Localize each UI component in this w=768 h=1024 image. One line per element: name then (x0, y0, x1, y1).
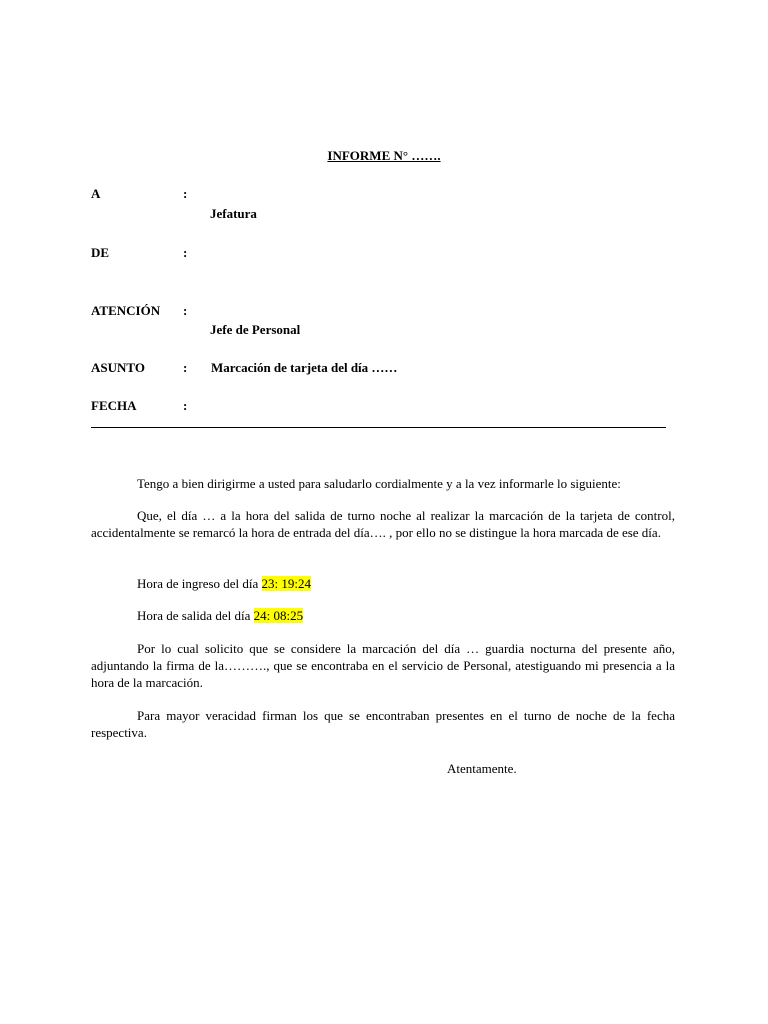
header-label-de: DE (91, 245, 110, 260)
header-value-asunto: Marcación de tarjeta del día …… (211, 360, 398, 375)
header-row-fecha (91, 398, 211, 414)
header-colon-atencion: : (183, 303, 188, 318)
header-value-atencion: Jefe de Personal (210, 322, 301, 337)
paragraph-request (91, 640, 675, 691)
paragraph-explanation-text: Que, el día … a la hora del salida de turno noche al realizar la marcación de la tarjeta de control, accidentalmente se remarcó la hora de entrada del día…. , por ello no se distingue la hora marcada de ese día. (91, 508, 675, 540)
header-label-fecha: FECHA (91, 398, 137, 413)
entry-time-label: Hora de ingreso del día (137, 576, 262, 591)
header-row-asunto (91, 360, 397, 376)
exit-time-value: 24: 08:25 (253, 608, 304, 623)
paragraph-intro (91, 475, 675, 492)
header-colon-asunto: : (183, 360, 188, 375)
header-row-a (91, 186, 211, 202)
header-colon-de: : (183, 245, 188, 260)
header-colon-fecha: : (183, 398, 188, 413)
header-label-asunto: ASUNTO (91, 360, 145, 375)
header-row-atencion (91, 303, 211, 319)
paragraph-veracity-text: Para mayor veracidad firman los que se encontraban presentes en el turno de noche de la fecha respectiva. (91, 708, 675, 740)
header-colon-a: : (183, 186, 188, 201)
report-title: INFORME N° ……. (327, 148, 441, 163)
paragraph-intro-text: Tengo a bien dirigirme a usted para saludarlo cordialmente y a la vez informarle lo siguiente: (137, 476, 621, 491)
header-value-a: Jefatura (210, 206, 257, 221)
paragraph-veracity (91, 707, 675, 741)
entry-time-value: 23: 19:24 (261, 576, 312, 591)
closing-text: Atentamente. (447, 761, 517, 776)
paragraph-request-text: Por lo cual solicito que se considere la marcación del día … guardia nocturna del presente año, adjuntando la firma de la………., que se encontraba en el servicio de Personal, atestiguando mi presencia a la hora de la marcación. (91, 641, 675, 690)
entry-time-line (91, 575, 675, 592)
separator-line (91, 427, 666, 428)
paragraph-explanation (91, 507, 675, 541)
exit-time-label: Hora de salida del día (137, 608, 254, 623)
exit-time-line (91, 607, 675, 624)
header-label-a: A (91, 186, 101, 201)
header-row-de (91, 245, 211, 261)
header-label-atencion: ATENCIÓN (91, 303, 161, 318)
